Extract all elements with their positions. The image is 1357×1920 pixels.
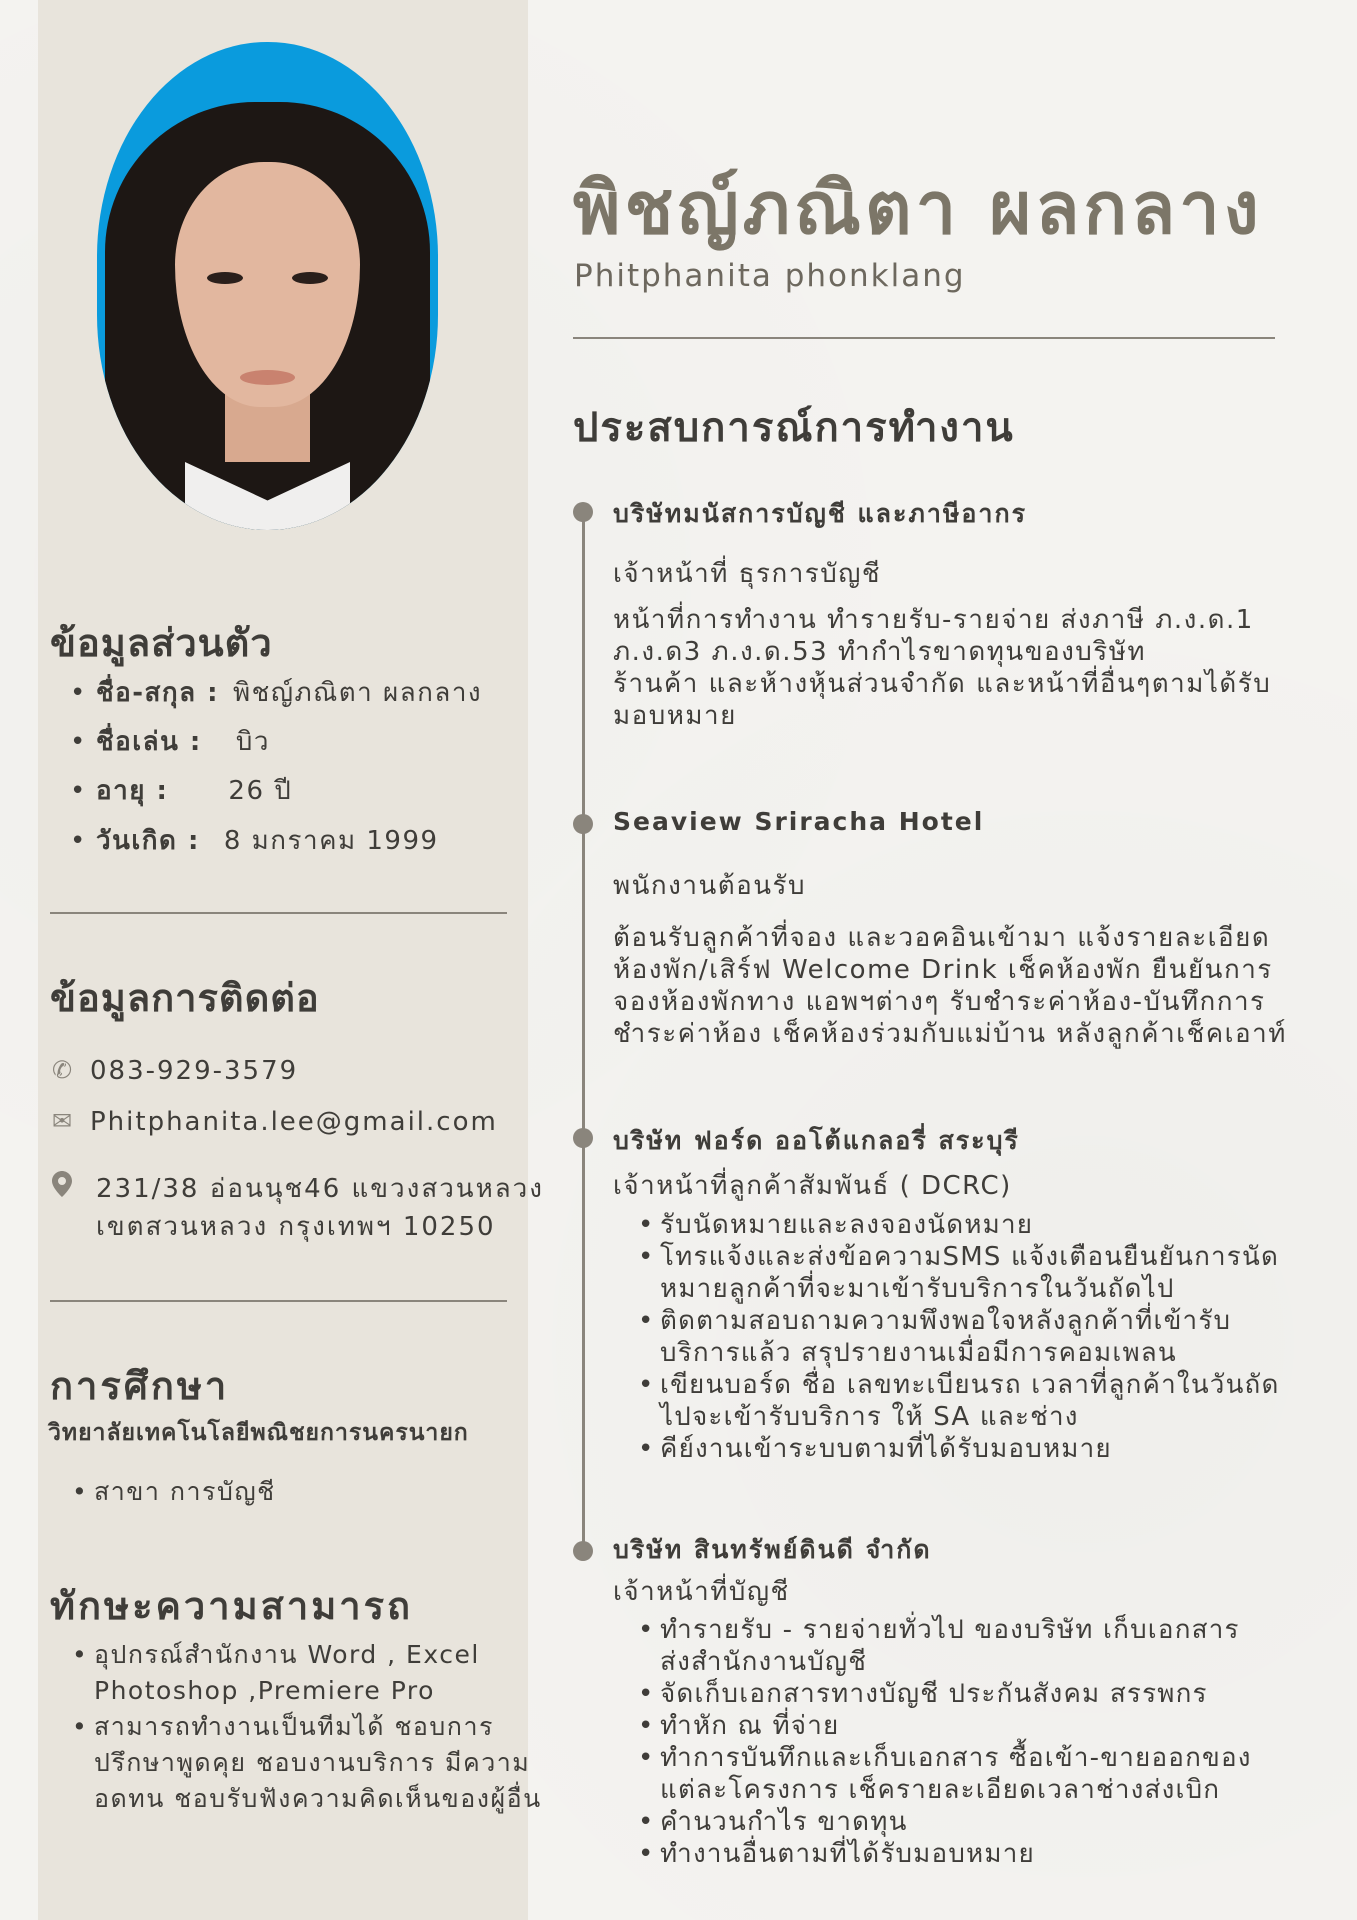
field-value: บิว bbox=[235, 727, 270, 757]
field-label: ชื่อ-สกุล : bbox=[96, 678, 220, 708]
mail-icon: ✉ bbox=[52, 1107, 75, 1135]
job-description: ต้อนรับลูกค้าที่จอง และวอคอินเข้ามา แจ้งรายละเอียด ห้องพัก/เสิร์ฟ Welcome Drink เช็คห้องพัก ยืนยันการ จองห้องพักทาง แอพฯต่างๆ รับชำระค่าห้อง-บันทึกการ ชำระค่าห้อง เช็คห้องร่วมกับแม่บ้าน หลังลูกค้าเช็คเอาท์ bbox=[613, 923, 1287, 1049]
list-item: • สาขา การบัญชี bbox=[72, 1474, 276, 1510]
list-item: • สามารถทำงานเป็นทีมได้ ชอบการ ปรึกษาพูดคุย ชอบงานบริการ มีความ อดทน ชอบรับฟังความคิดเห็นของผู้อื่น bbox=[72, 1709, 542, 1817]
job-company: บริษัท ฟอร์ด ออโต้แกลอรี่ สระบุรี bbox=[613, 1126, 1020, 1155]
job-company: Seaview Sriracha Hotel bbox=[613, 807, 985, 836]
list-item: • ทำการบันทึกและเก็บเอกสาร ซื้อเข้า-ขายออกของ แต่ละโครงการ เช็ครายละเอียดเวลาช่างส่งเบิก bbox=[638, 1742, 1318, 1806]
field-age: • อายุ : 26 ปี bbox=[70, 770, 292, 811]
job-role: พนักงานต้อนรับ bbox=[613, 871, 806, 901]
field-fullname: • ชื่อ-สกุล : พิชญ์ภณิตา ผลกลาง bbox=[70, 672, 482, 713]
email-text: Phitphanita.lee@gmail.com bbox=[90, 1107, 498, 1137]
phone-text: 083-929-3579 bbox=[90, 1056, 299, 1086]
list-item: • ทำงานอื่นตามที่ได้รับมอบหมาย bbox=[638, 1838, 1318, 1870]
field-value: 26 ปี bbox=[228, 776, 293, 806]
contact-phone bbox=[52, 1056, 298, 1086]
name-english: Phitphanita phonklang bbox=[574, 258, 966, 294]
name-thai: พิชญ์ภณิตา ผลกลาง bbox=[573, 166, 1263, 250]
list-item: • ติดตามสอบถามความพึงพอใจหลังลูกค้าที่เข้ารับ บริการแล้ว สรุปรายงานเมื่อมีการคอมเพลน bbox=[638, 1305, 1318, 1369]
field-label: วันเกิด : bbox=[96, 826, 200, 856]
timeline-dot bbox=[573, 814, 593, 834]
phone-icon: ✆ bbox=[52, 1056, 75, 1084]
field-value: พิชญ์ภณิตา ผลกลาง bbox=[233, 678, 483, 708]
school-name: วิทยาลัยเทคโนโลยีพณิชยการนครนายก bbox=[48, 1420, 469, 1446]
list-item: • อุปกรณ์สำนักงาน Word , Excel Photoshop ,Premiere Pro bbox=[72, 1637, 542, 1709]
job-duties bbox=[638, 1614, 1318, 1870]
list-item: • คีย์งานเข้าระบบตามที่ได้รับมอบหมาย bbox=[638, 1433, 1318, 1465]
photo-eye-left bbox=[207, 272, 243, 284]
field-label: ชื่อเล่น : bbox=[96, 727, 202, 757]
skills-list bbox=[72, 1637, 542, 1817]
list-item: • รับนัดหมายและลงจองนัดหมาย bbox=[638, 1209, 1318, 1241]
timeline-dot bbox=[573, 1541, 593, 1561]
contact-address bbox=[52, 1170, 544, 1246]
field-nickname: • ชื่อเล่น : บิว bbox=[70, 721, 270, 762]
photo-lips bbox=[240, 370, 295, 385]
address-line-2: เขตสวนหลวง กรุงเทพฯ 10250 bbox=[96, 1212, 496, 1242]
address-line-1: 231/38 อ่อนนุช46 แขวงสวนหลวง bbox=[96, 1174, 544, 1204]
list-item: • ทำรายรับ - รายจ่ายทั่วไป ของบริษัท เก็บเอกสาร ส่งสำนักงานบัญชี bbox=[638, 1614, 1318, 1678]
location-pin-icon bbox=[52, 1170, 90, 1208]
list-item: • เขียนบอร์ด ชื่อ เลขทะเบียนรถ เวลาที่ลูกค้าในวันถัด ไปจะเข้ารับบริการ ให้ SA และช่าง bbox=[638, 1369, 1318, 1433]
field-birthdate: • วันเกิด : 8 มกราคม 1999 bbox=[70, 820, 439, 861]
field-value: 8 มกราคม 1999 bbox=[223, 826, 439, 856]
divider bbox=[50, 1300, 507, 1302]
job-role: เจ้าหน้าที่บัญชี bbox=[613, 1577, 790, 1607]
contact-title: ข้อมูลการติดต่อ bbox=[50, 976, 320, 1020]
list-item: • จัดเก็บเอกสารทางบัญชี ประกันสังคม สรรพกร bbox=[638, 1678, 1318, 1710]
timeline-dot bbox=[573, 1128, 593, 1148]
photo-eye-right bbox=[292, 272, 328, 284]
education-title: การศึกษา bbox=[50, 1364, 230, 1408]
job-role: เจ้าหน้าที่ ธุรการบัญชี bbox=[613, 559, 882, 589]
education-list bbox=[72, 1474, 276, 1510]
divider bbox=[573, 337, 1275, 339]
timeline-line bbox=[582, 512, 585, 1552]
experience-title: ประสบการณ์การทำงาน bbox=[573, 405, 1015, 451]
contact-email bbox=[52, 1107, 498, 1137]
timeline-dot bbox=[573, 502, 593, 522]
list-item: • คำนวนกำไร ขาดทุน bbox=[638, 1806, 1318, 1838]
list-item: • โทรแจ้งและส่งข้อความSMS แจ้งเตือนยืนยันการนัด หมายลูกค้าที่จะมาเข้ารับบริการในวันถัดไป bbox=[638, 1241, 1318, 1305]
field-label: อายุ : bbox=[96, 776, 169, 806]
job-role: เจ้าหน้าที่ลูกค้าสัมพันธ์ ( DCRC) bbox=[613, 1171, 1012, 1201]
list-item: • ทำหัก ณ ที่จ่าย bbox=[638, 1710, 1318, 1742]
job-duties bbox=[638, 1209, 1318, 1465]
job-description: หน้าที่การทำงาน ทำรายรับ-รายจ่าย ส่งภาษี ภ.ง.ด.1 ภ.ง.ด3 ภ.ง.ด.53 ทำกำไรขาดทุนของบริษัท ร้านค้า และห้างหุ้นส่วนจำกัด และหน้าที่อื่นๆตามได้รับ มอบหมาย bbox=[613, 605, 1272, 731]
divider bbox=[50, 912, 507, 914]
profile-photo bbox=[97, 42, 438, 530]
job-company: บริษัท สินทรัพย์ดินดี จำกัด bbox=[613, 1535, 932, 1564]
job-company: บริษัทมนัสการบัญชี และภาษีอากร bbox=[613, 499, 1028, 528]
skills-title: ทักษะความสามารถ bbox=[50, 1584, 413, 1628]
personal-info-title: ข้อมูลส่วนตัว bbox=[50, 621, 273, 665]
